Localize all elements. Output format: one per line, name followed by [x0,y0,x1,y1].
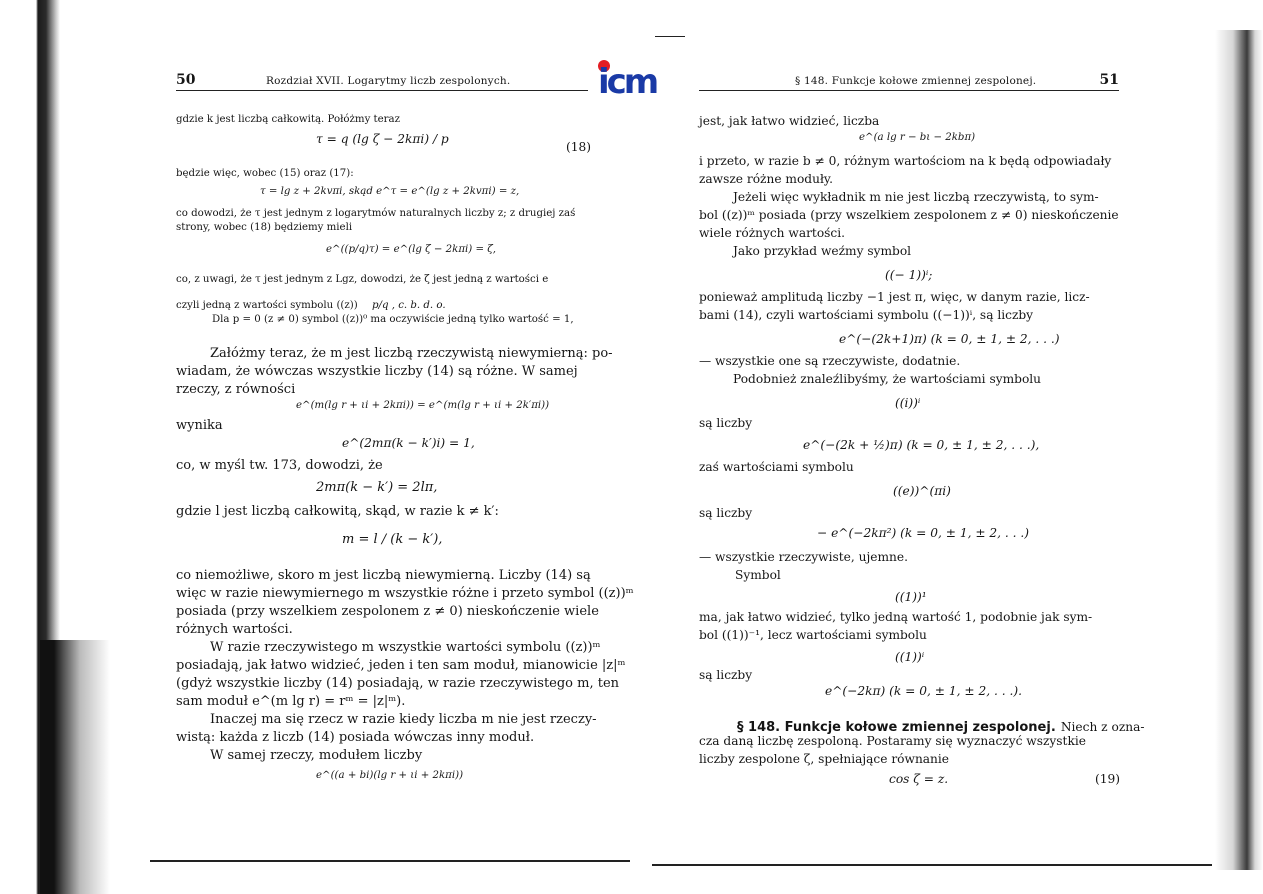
text-line: jest, jak łatwo widzieć, liczba [699,114,880,128]
text-line: zawsze różne moduły. [699,172,834,186]
text-line: gdzie k jest liczbą całkowitą. Połóżmy teraz [176,114,400,125]
equation-result-3: − e^(−2kπ²) (k = 0, ± 1, ± 2, . . .) [817,526,1030,540]
text-line: Symbol [735,568,781,582]
text-line: sam moduł e^(m lg r) = rᵐ = |z|ᵐ). [176,694,406,709]
text-line: Jeżeli więc wykładnik m nie jest liczbą rzeczywistą, to sym- [733,190,1099,204]
text-line: Podobnież znaleźlibyśmy, że wartościami symbolu [733,372,1042,386]
equation-tau: τ = lg z + 2kvπi, skąd e^τ = e^(lg z + 2kvπi) = z, [260,186,520,197]
equation-symbol-1: ((1))¹ [895,590,927,604]
left-running-head: Rozdział XVII. Logarytmy liczb zespolonych. [266,75,511,87]
section-148-first-line [737,716,1144,735]
equation-symbol-i: ((i))ⁱ [895,396,921,410]
text-line: są liczby [699,506,753,520]
text-line: rzeczy, z równości [176,382,296,397]
equation-result-2: e^(−(2k + ½)π) (k = 0, ± 1, ± 2, . . .), [803,438,1040,452]
section-heading: § 148. Funkcje kołowe zmiennej zespolonej. [737,720,1056,735]
icm-logo: icm [598,62,657,102]
text-line: Załóżmy teraz, że m jest liczbą rzeczywistą niewymierną: po- [210,346,613,361]
text-line: liczby zespolone ζ, spełniające równanie [699,752,950,766]
scan-left-corner-shadow [40,640,110,894]
equation-result: e^(2mπ(k − k′)i) = 1, [342,436,475,450]
text-line: strony, wobec (18) będziemy mieli [176,222,353,233]
section-text: Niech z ozna- [1060,720,1145,734]
equation-modulus: e^(a lg r − bι − 2kbπ) [859,132,976,143]
right-page [699,70,1145,786]
right-running-head: § 148. Funkcje kołowe zmiennej zespolonej. [795,75,1037,87]
text-line: wynika [176,418,223,433]
text-line: — wszystkie rzeczywiste, ujemne. [699,550,908,564]
text-line: są liczby [699,416,753,430]
text-line: ma, jak łatwo widzieć, tylko jedną wartość 1, podobnie jak sym- [699,610,1093,624]
equation-symbol-minus1: ((− 1))ⁱ; [885,268,933,282]
text-line: Jako przykład weźmy symbol [733,244,912,258]
text-line: różnych wartości. [176,622,293,637]
equation-m-fraction: m = l / (k − k′), [342,532,443,547]
equation-note: p/q , c. b. d. o. [372,300,446,311]
left-page [176,70,634,781]
right-page-number: 51 [1099,72,1119,88]
equation-cos: cos ζ = z. [889,772,949,786]
text-line: W razie rzeczywistego m wszystkie wartości symbolu ((z))ᵐ [210,640,601,655]
equation-exp: e^((p/q)τ) = e^(lg ζ − 2kπi) = ζ, [326,244,497,255]
text-line: (gdyż wszystkie liczby (14) posiadają, w razie rzeczywistego m, ten [176,676,620,691]
text-line: wistą: każda z liczb (14) posiada wówczas inny moduł. [176,730,535,745]
left-page-number: 50 [176,72,196,88]
text-line: zaś wartościami symbolu [699,460,854,474]
equation-result-4: e^(−2kπ) (k = 0, ± 1, ± 2, . . .). [825,684,1022,698]
text-line: bol ((1))⁻¹, lecz wartościami symbolu [699,628,927,642]
scan-bottom-edge-left [150,860,630,862]
equation-symbol-e: ((e))^(πi) [893,484,951,498]
scan-top-mark [655,36,685,37]
text-line: będzie więc, wobec (15) oraz (17): [176,168,354,179]
text-line: posiadają, jak łatwo widzieć, jeden i ten sam moduł, mianowicie |z|ᵐ [176,658,626,673]
scan-bottom-edge-right [652,864,1212,866]
text-line: bol ((z))ᵐ posiada (przy wszelkiem zespolonem z ≠ 0) nieskończenie [699,208,1119,222]
equation-last: e^((a + bi)(lg r + ιi + 2kπi)) [316,770,464,781]
text-line: Dla p = 0 (z ≠ 0) symbol ((z))⁰ ma oczywiście jedną tylko wartość = 1, [212,314,574,325]
text-line: co dowodzi, że τ jest jednym z logarytmów naturalnych liczby z; z drugiej zaś [176,208,576,219]
text-line: czyli jedną z wartości symbolu ((z)) [176,300,358,311]
text-line: ponieważ amplitudą liczby −1 jest π, więc, w danym razie, licz- [699,290,1090,304]
equation-result-1: e^(−(2k+1)π) (k = 0, ± 1, ± 2, . . .) [839,332,1060,346]
text-line: cza daną liczbę zespoloną. Postaramy się wyznaczyć wszystkie [699,734,1086,748]
equation-number-19: (19) [1095,772,1121,786]
equation-number-18: (18) [566,140,592,154]
text-line: co, w myśl tw. 173, dowodzi, że [176,458,383,473]
text-line: W samej rzeczy, modułem liczby [210,748,423,763]
equation-18: τ = q (lg ζ − 2kπi) / p [316,132,449,146]
text-line: więc w razie niewymiernego m wszystkie różne i przeto symbol ((z))ᵐ [176,586,634,601]
text-line: Inaczej ma się rzecz w razie kiedy liczba m nie jest rzeczy- [210,712,597,727]
equation-equality: e^(m(lg r + ιi + 2kπi)) = e^(m(lg r + ιi + 2k′πi)) [296,400,550,411]
text-line: wiele różnych wartości. [699,226,846,240]
text-line: wiadam, że wówczas wszystkie liczby (14) są różne. W samej [176,364,578,379]
scan-right-edge-shadow [1215,30,1263,870]
text-line: i przeto, w razie b ≠ 0, różnym wartościom na k będą odpowiadały [699,154,1112,168]
text-line: są liczby [699,668,753,682]
right-page-header [699,70,1119,91]
equation-symbol-1i: ((1))ⁱ [895,650,925,664]
text-line: — wszystkie one są rzeczywiste, dodatnie. [699,354,961,368]
text-line: gdzie l jest liczbą całkowitą, skąd, w razie k ≠ k′: [176,504,499,519]
text-line: posiada (przy wszelkiem zespolonem z ≠ 0) nieskończenie wiele [176,604,599,619]
text-line: co, z uwagi, że τ jest jednym z Lgz, dowodzi, że ζ jest jedną z wartości e [176,274,549,285]
text-line: bami (14), czyli wartościami symbolu ((−1))ⁱ, są liczby [699,308,1034,322]
left-page-header [176,70,588,91]
text-line: co niemożliwe, skoro m jest liczbą niewymierną. Liczby (14) są [176,568,591,583]
equation-2mpi: 2mπ(k − k′) = 2lπ, [316,480,438,495]
